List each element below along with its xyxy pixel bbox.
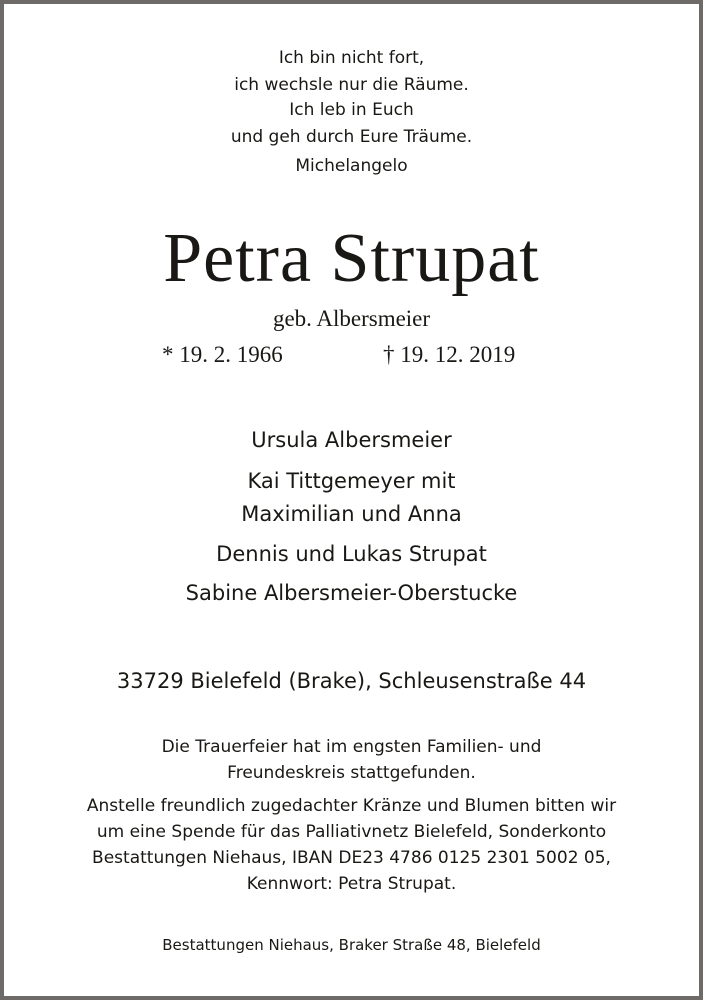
funeral-notice-line: Die Trauerfeier hat im engsten Familien- und bbox=[161, 737, 542, 757]
donation-notice-line: Anstelle freundlich zugedachter Kränze und Blumen bitten wir bbox=[86, 796, 617, 816]
death-date: † 19. 12. 2019 bbox=[383, 342, 516, 367]
family-address: 33729 Bielefeld (Brake), Schleusenstraße 44 bbox=[116, 669, 587, 693]
maiden-name: geb. Albersmeier bbox=[272, 306, 431, 331]
donation-notice-line: um eine Spende für das Palliativnetz Bielefeld, Sonderkonto bbox=[96, 822, 607, 842]
mourner-name: Kai Tittgemeyer mit bbox=[247, 469, 456, 493]
mourner-name: Ursula Albersmeier bbox=[251, 428, 452, 452]
poem-line: Ich bin nicht fort, bbox=[278, 48, 425, 68]
poem-line: Ich leb in Euch bbox=[289, 100, 414, 120]
mourner-name: Maximilian und Anna bbox=[241, 502, 462, 526]
funeral-home-footer: Bestattungen Niehaus, Braker Straße 48, Bielefeld bbox=[162, 936, 541, 954]
mourner-name: Sabine Albersmeier-Oberstucke bbox=[185, 581, 518, 605]
deceased-name: Petra Strupat bbox=[163, 220, 540, 297]
poem-author: Michelangelo bbox=[295, 156, 408, 176]
donation-notice-line: Bestattungen Niehaus, IBAN DE23 4786 0125 2301 5002 05, bbox=[92, 848, 611, 868]
birth-date: * 19. 2. 1966 bbox=[162, 342, 283, 367]
poem-line: und geh durch Eure Träume. bbox=[230, 127, 473, 147]
funeral-notice-line: Freundeskreis stattgefunden. bbox=[227, 763, 476, 783]
donation-notice-line: Kennwort: Petra Strupat. bbox=[246, 874, 457, 894]
poem-line: ich wechsle nur die Räume. bbox=[234, 75, 469, 95]
mourner-name: Dennis und Lukas Strupat bbox=[216, 542, 487, 566]
